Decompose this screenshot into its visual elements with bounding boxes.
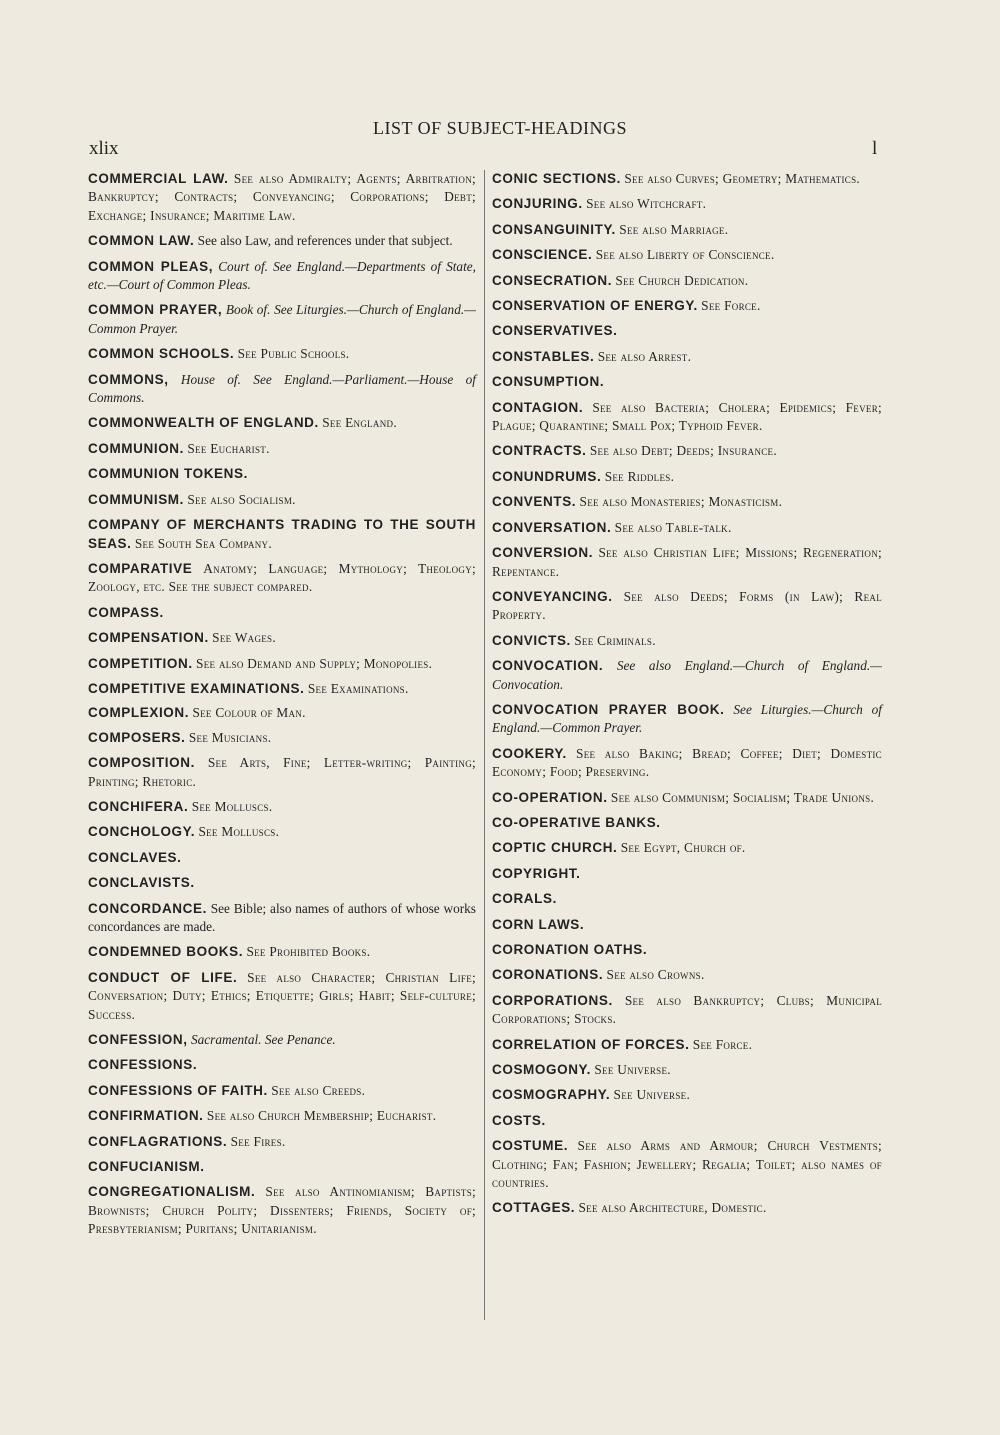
index-entry (88, 491, 476, 509)
entry-heading: CO-OPERATION. (492, 789, 608, 805)
entry-heading: CONFESSION, (88, 1032, 188, 1048)
entry-heading: COPYRIGHT. (492, 865, 581, 881)
entry-references: See also Demand and Supply; Monopolies. (196, 655, 433, 671)
entry-heading: CORONATIONS. (492, 967, 604, 983)
entry-references: See Fires. (230, 1133, 286, 1149)
entry-heading: CONCHOLOGY. (88, 824, 196, 840)
entry-heading: CONSERVATION OF ENERGY. (492, 298, 698, 314)
entry-references: See also Christian Life; Missions; Regeneration; Repentance. (492, 545, 882, 579)
index-entry (88, 798, 476, 816)
entry-heading: CONFUCIANISM. (88, 1159, 205, 1175)
entry-references: Book of. See Liturgies.—Church of England.—Common Prayer. (88, 302, 477, 336)
entry-heading: CORN LAWS. (492, 916, 585, 932)
entry-references: See Force. (701, 298, 761, 314)
index-entry (492, 916, 882, 934)
entry-references: See Prohibited Books. (246, 944, 371, 960)
entry-heading: CONVICTS. (492, 632, 571, 648)
index-entry (492, 745, 882, 782)
entry-references: See also Curves; Geometry; Mathematics. (624, 171, 861, 186)
index-entry (492, 519, 882, 537)
index-entry (492, 941, 882, 959)
entry-heading: CONUNDRUMS. (492, 468, 602, 484)
index-entry (492, 992, 882, 1029)
entry-heading: COMPOSERS. (88, 729, 186, 745)
entry-heading: CORPORATIONS. (492, 992, 613, 1008)
index-entry (88, 465, 476, 483)
entry-heading: CONSCIENCE. (492, 247, 593, 263)
entry-references: Court of. See England.—Departments of State, etc.—Court of Common Pleas. (88, 258, 476, 293)
entry-heading: COMMON PRAYER, (88, 302, 223, 318)
entry-references: Sacramental. See Penance. (190, 1032, 336, 1048)
index-entry (88, 1082, 476, 1100)
index-entry (492, 865, 882, 883)
entry-heading: COMMON PLEAS, (88, 258, 214, 274)
entry-heading: COPTIC CHURCH. (492, 840, 618, 856)
index-entry (492, 632, 882, 650)
index-entry (492, 246, 882, 264)
index-entry (88, 1031, 476, 1049)
page-number-left: xlix (89, 138, 119, 159)
entry-references: Anatomy; Language; Mythology; Theology; Zoology, etc. See the subject compared. (88, 560, 476, 595)
entry-references: See also Bankruptcy; Clubs; Municipal Corporations; Stocks. (492, 992, 882, 1027)
entry-references: See also Crowns. (606, 967, 705, 983)
index-entry (88, 900, 476, 937)
index-entry (88, 258, 476, 295)
entry-references: See Wages. (212, 630, 276, 646)
entry-heading: COMPASS. (88, 604, 164, 620)
entry-references: See Force. (692, 1036, 753, 1052)
entry-heading: CONTAGION. (492, 399, 584, 415)
entry-references: See Liturgies.—Church of England.—Common Prayer. (492, 701, 882, 736)
index-entry (492, 493, 882, 511)
entry-heading: CONCLAVES. (88, 849, 182, 865)
index-entry (492, 839, 882, 857)
running-head: LIST OF SUBJECT-HEADINGS (372, 118, 628, 138)
entry-heading: COMMUNION TOKENS. (88, 466, 248, 482)
entry-heading: COMPLEXION. (88, 705, 190, 721)
entry-references: See also Socialism. (187, 491, 296, 507)
index-entry (492, 588, 882, 625)
index-entry (88, 729, 476, 747)
index-entry (492, 322, 882, 340)
index-entry (88, 604, 476, 622)
entry-references: See Church Dedication. (615, 272, 749, 288)
index-entry (492, 701, 882, 738)
entry-heading: CORRELATION OF FORCES. (492, 1036, 690, 1052)
entry-heading: CORALS. (492, 891, 557, 907)
index-entry (88, 414, 476, 432)
entry-references: See South Sea Company. (134, 535, 272, 551)
index-entry (492, 1086, 882, 1104)
index-entry (88, 849, 476, 867)
entry-references: See also England.—Church of England.—Convocation. (492, 658, 882, 692)
index-entry (88, 516, 476, 553)
entry-heading: CONDEMNED BOOKS. (88, 944, 244, 960)
entry-heading: CONGREGATIONALISM. (88, 1184, 256, 1200)
entry-references: See also Monasteries; Monasticism. (579, 494, 783, 510)
entry-heading: CONFLAGRATIONS. (88, 1133, 228, 1149)
entry-heading: CONJURING. (492, 196, 583, 212)
index-entry (492, 373, 882, 391)
index-entry (492, 348, 882, 366)
entry-heading: CONSECRATION. (492, 272, 613, 288)
entry-heading: COMPANY OF MERCHANTS TRADING TO THE SOUTH SEAS. (88, 517, 476, 551)
entry-references: See also Arrest. (597, 348, 692, 364)
index-entry (492, 221, 882, 239)
index-entry (492, 272, 882, 290)
index-entry (88, 1183, 476, 1238)
entry-heading: CONSUMPTION. (492, 374, 605, 390)
entry-heading: CONVEYANCING. (492, 588, 613, 604)
entry-references: See Egypt, Church of. (620, 840, 746, 856)
entry-references: See also Character; Christian Life; Conversation; Duty; Ethics; Etiquette; Girls; Habit; Self-culture; Success. (88, 969, 476, 1022)
entry-heading: COSMOGRAPHY. (492, 1087, 611, 1103)
entry-references: See Examinations. (307, 680, 409, 696)
index-entry (492, 1036, 882, 1054)
left-column (88, 170, 476, 1239)
index-entry (88, 232, 476, 250)
entry-heading: CONFESSIONS OF FAITH. (88, 1082, 268, 1098)
page-number-right: l (872, 138, 878, 159)
index-entry (492, 297, 882, 315)
index-entry (88, 371, 476, 408)
entry-heading: CONIC SECTIONS. (492, 171, 622, 186)
index-entry (492, 170, 882, 188)
entry-heading: COOKERY. (492, 745, 567, 761)
index-entry (88, 170, 476, 225)
entry-heading: CONVERSION. (492, 545, 594, 561)
entry-heading: COMMUNION. (88, 440, 184, 456)
entry-references: See also Table-talk. (614, 519, 732, 535)
entry-references: House of. See England.—Parliament.—House of Commons. (88, 371, 476, 406)
index-entry (88, 1133, 476, 1151)
entry-references: See also Arms and Armour; Church Vestments; Clothing; Fan; Fashion; Jewellery; Regalia; Toilet; also names of countries. (492, 1138, 882, 1191)
entry-heading: CORONATION OATHS. (492, 942, 648, 957)
entry-heading: CONVOCATION PRAYER BOOK. (492, 701, 725, 717)
entry-references: See also Liberty of Conscience. (595, 247, 775, 263)
entry-heading: COMPETITIVE EXAMINATIONS. (88, 680, 305, 696)
entry-heading: COMMERCIAL LAW. (88, 171, 229, 186)
index-entry (492, 442, 882, 460)
index-entry (492, 468, 882, 486)
index-entry (492, 890, 882, 908)
entry-references: See Universe. (594, 1062, 671, 1078)
index-entry (88, 823, 476, 841)
entry-heading: CONSERVATIVES. (492, 323, 618, 339)
entry-references: See Criminals. (574, 632, 656, 648)
entry-heading: CONTRACTS. (492, 443, 587, 459)
entry-references: See also Architecture, Domestic. (578, 1200, 767, 1216)
index-entry (88, 301, 476, 338)
entry-references: See also Baking; Bread; Coffee; Diet; Domestic Economy; Food; Preserving. (492, 745, 882, 780)
entry-references: See also Creeds. (271, 1082, 366, 1098)
index-entry (88, 704, 476, 722)
index-entry (492, 1199, 882, 1217)
index-entry (88, 680, 476, 698)
entry-references: See Molluscs. (191, 798, 273, 814)
entry-references: See also Marriage. (619, 221, 729, 237)
index-entry (492, 1137, 882, 1192)
entry-heading: CONDUCT OF LIFE. (88, 969, 238, 985)
index-entry (88, 1107, 476, 1125)
index-entry (492, 966, 882, 984)
entry-heading: CONVERSATION. (492, 519, 612, 535)
entry-heading: COMMON LAW. (88, 233, 195, 249)
entry-references: See also Communism; Socialism; Trade Unions. (610, 789, 875, 805)
entry-heading: CONCHIFERA. (88, 798, 189, 814)
entry-references: See Public Schools. (237, 346, 350, 362)
entry-references: See Musicians. (188, 729, 272, 745)
entry-references: See Colour of Man. (192, 705, 306, 721)
index-entry (492, 1112, 882, 1130)
entry-references: See Riddles. (604, 468, 675, 484)
entry-references: See also Deeds; Forms (in Law); Real Property. (492, 588, 882, 623)
entry-heading: COMMONWEALTH OF ENGLAND. (88, 415, 319, 431)
entry-references: See Molluscs. (198, 824, 280, 840)
entry-references: See Universe. (613, 1087, 691, 1103)
entry-heading: COSMOGONY. (492, 1062, 592, 1078)
entry-heading: COSTS. (492, 1112, 546, 1128)
index-entry (492, 195, 882, 213)
entry-references: See also Bacteria; Cholera; Epidemics; Fever; Plague; Quarantine; Small Pox; Typhoid Fever. (492, 399, 883, 434)
entry-heading: COTTAGES. (492, 1200, 576, 1216)
entry-references: See also Debt; Deeds; Insurance. (589, 443, 777, 459)
index-entry (88, 655, 476, 673)
entry-heading: COMPOSITION. (88, 755, 195, 771)
index-entry (88, 754, 476, 791)
entry-heading: CONSANGUINITY. (492, 221, 616, 237)
index-entry (88, 629, 476, 647)
entry-heading: COMMONS, (88, 371, 169, 387)
entry-references: See also Admiralty; Agents; Arbitration; Bankruptcy; Contracts; Conveyancing; Corporations; Debt; Exchange; Insurance; Maritime Law. (88, 171, 477, 223)
entry-references: See Bible; also names of authors of whose works concordances are made. (88, 900, 476, 934)
entry-references: See Arts, Fine; Letter-writing; Painting; Printing; Rhetoric. (88, 755, 476, 789)
entry-heading: CONVOCATION. (492, 658, 604, 674)
entry-references: See also Church Membership; Eucharist. (206, 1108, 437, 1124)
index-entry (88, 943, 476, 961)
entry-heading: COMPETITION. (88, 655, 193, 671)
entry-references: See also Law, and references under that subject. (197, 233, 453, 249)
right-column (492, 170, 882, 1218)
index-entry (88, 345, 476, 363)
entry-heading: CONFESSIONS. (88, 1057, 198, 1073)
entry-heading: COSTUME. (492, 1138, 569, 1154)
index-entry (88, 440, 476, 458)
entry-heading: COMMUNISM. (88, 491, 184, 507)
entry-references: See Eucharist. (187, 440, 270, 456)
index-entry (88, 1056, 476, 1074)
entry-heading: COMMON SCHOOLS. (88, 346, 235, 362)
entry-heading: CONSTABLES. (492, 348, 595, 364)
entry-heading: CONVENTS. (492, 494, 577, 510)
entry-references: See also Antinomianism; Baptists; Brownists; Church Polity; Dissenters; Friends, Society of; Presbyterianism; Puritans; Unitarianism. (88, 1184, 476, 1237)
entry-references: See England. (322, 415, 397, 431)
index-entry (88, 560, 476, 597)
index-entry (492, 814, 882, 832)
entry-heading: COMPARATIVE (88, 560, 193, 576)
index-entry (88, 969, 476, 1024)
entry-heading: CONCORDANCE. (88, 900, 207, 916)
entry-references: See also Witchcraft. (586, 196, 707, 212)
index-entry (492, 399, 882, 436)
index-entry (492, 544, 882, 581)
entry-heading: COMPENSATION. (88, 630, 209, 646)
index-entry (88, 874, 476, 892)
column-divider (484, 170, 485, 1320)
entry-heading: CONCLAVISTS. (88, 875, 195, 891)
entry-heading: CONFIRMATION. (88, 1108, 204, 1124)
index-entry (492, 1061, 882, 1079)
index-entry (492, 789, 882, 807)
entry-heading: CO-OPERATIVE BANKS. (492, 814, 661, 830)
index-entry (88, 1158, 476, 1176)
index-entry (492, 657, 882, 694)
